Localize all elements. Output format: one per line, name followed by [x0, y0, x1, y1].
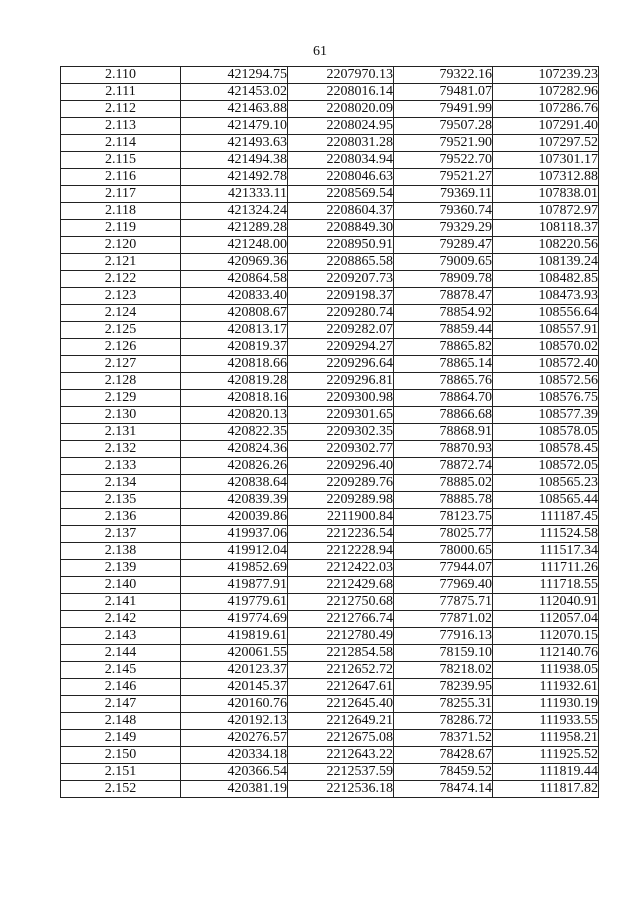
x-local-cell: 78255.31: [394, 696, 493, 713]
x-coordinate-cell: 421248.00: [181, 237, 288, 254]
table-row: [61, 577, 599, 594]
x-coordinate-cell: 420813.17: [181, 322, 288, 339]
x-local-cell: 78459.52: [394, 764, 493, 781]
x-local-cell: 79360.74: [394, 203, 493, 220]
y-coordinate-cell: 2208865.58: [288, 254, 394, 271]
y-coordinate-cell: 2209296.81: [288, 373, 394, 390]
x-local-cell: 78865.82: [394, 339, 493, 356]
x-coordinate-cell: 419852.69: [181, 560, 288, 577]
table-row: [61, 373, 599, 390]
x-local-cell: 79009.65: [394, 254, 493, 271]
point-id-cell: 2.150: [61, 747, 181, 764]
y-coordinate-cell: 2212675.08: [288, 730, 394, 747]
y-local-cell: 108556.64: [493, 305, 599, 322]
x-coordinate-cell: 420826.26: [181, 458, 288, 475]
x-local-cell: 78218.02: [394, 662, 493, 679]
table-row: [61, 594, 599, 611]
table-row: [61, 339, 599, 356]
y-coordinate-cell: 2209280.74: [288, 305, 394, 322]
y-coordinate-cell: 2209302.35: [288, 424, 394, 441]
y-local-cell: 111517.34: [493, 543, 599, 560]
y-coordinate-cell: 2211900.84: [288, 509, 394, 526]
table-row: [61, 645, 599, 662]
x-coordinate-cell: 420276.57: [181, 730, 288, 747]
y-coordinate-cell: 2212652.72: [288, 662, 394, 679]
point-id-cell: 2.140: [61, 577, 181, 594]
x-local-cell: 78371.52: [394, 730, 493, 747]
table-row: [61, 322, 599, 339]
x-coordinate-cell: 420808.67: [181, 305, 288, 322]
y-coordinate-cell: 2209207.73: [288, 271, 394, 288]
x-coordinate-cell: 420145.37: [181, 679, 288, 696]
point-id-cell: 2.124: [61, 305, 181, 322]
y-coordinate-cell: 2207970.13: [288, 67, 394, 84]
table-row: [61, 203, 599, 220]
y-coordinate-cell: 2209296.64: [288, 356, 394, 373]
y-local-cell: 108557.91: [493, 322, 599, 339]
point-id-cell: 2.149: [61, 730, 181, 747]
x-coordinate-cell: 419779.61: [181, 594, 288, 611]
y-local-cell: 108565.23: [493, 475, 599, 492]
y-coordinate-cell: 2208604.37: [288, 203, 394, 220]
y-coordinate-cell: 2208024.95: [288, 118, 394, 135]
x-local-cell: 77916.13: [394, 628, 493, 645]
x-coordinate-cell: 420192.13: [181, 713, 288, 730]
y-coordinate-cell: 2209296.40: [288, 458, 394, 475]
x-coordinate-cell: 420818.16: [181, 390, 288, 407]
y-local-cell: 111958.21: [493, 730, 599, 747]
y-local-cell: 111933.55: [493, 713, 599, 730]
table-row: [61, 560, 599, 577]
y-coordinate-cell: 2208034.94: [288, 152, 394, 169]
y-local-cell: 111938.05: [493, 662, 599, 679]
y-local-cell: 107291.40: [493, 118, 599, 135]
point-id-cell: 2.123: [61, 288, 181, 305]
x-local-cell: 78865.76: [394, 373, 493, 390]
y-coordinate-cell: 2208031.28: [288, 135, 394, 152]
point-id-cell: 2.138: [61, 543, 181, 560]
y-local-cell: 108473.93: [493, 288, 599, 305]
y-local-cell: 108572.40: [493, 356, 599, 373]
table-row: [61, 424, 599, 441]
y-local-cell: 111930.19: [493, 696, 599, 713]
y-local-cell: 112057.04: [493, 611, 599, 628]
x-local-cell: 79522.70: [394, 152, 493, 169]
y-coordinate-cell: 2209289.98: [288, 492, 394, 509]
y-local-cell: 112070.15: [493, 628, 599, 645]
y-local-cell: 111925.52: [493, 747, 599, 764]
y-local-cell: 107282.96: [493, 84, 599, 101]
table-row: [61, 67, 599, 84]
table-row: [61, 526, 599, 543]
y-coordinate-cell: 2209302.77: [288, 441, 394, 458]
x-local-cell: 79491.99: [394, 101, 493, 118]
x-coordinate-cell: 421492.78: [181, 169, 288, 186]
point-id-cell: 2.152: [61, 781, 181, 798]
point-id-cell: 2.114: [61, 135, 181, 152]
point-id-cell: 2.132: [61, 441, 181, 458]
point-id-cell: 2.135: [61, 492, 181, 509]
y-local-cell: 108577.39: [493, 407, 599, 424]
table-row: [61, 696, 599, 713]
y-local-cell: 111711.26: [493, 560, 599, 577]
coordinate-table: [60, 66, 599, 798]
y-local-cell: 111524.58: [493, 526, 599, 543]
x-local-cell: 78025.77: [394, 526, 493, 543]
table-row: [61, 679, 599, 696]
point-id-cell: 2.148: [61, 713, 181, 730]
table-row: [61, 152, 599, 169]
point-id-cell: 2.127: [61, 356, 181, 373]
x-coordinate-cell: 420969.36: [181, 254, 288, 271]
y-local-cell: 111817.82: [493, 781, 599, 798]
table-row: [61, 220, 599, 237]
y-local-cell: 107239.23: [493, 67, 599, 84]
point-id-cell: 2.130: [61, 407, 181, 424]
point-id-cell: 2.131: [61, 424, 181, 441]
x-local-cell: 78239.95: [394, 679, 493, 696]
table-row: [61, 441, 599, 458]
table-row: [61, 407, 599, 424]
point-id-cell: 2.122: [61, 271, 181, 288]
table-row: [61, 747, 599, 764]
point-id-cell: 2.136: [61, 509, 181, 526]
x-coordinate-cell: 420381.19: [181, 781, 288, 798]
y-coordinate-cell: 2212645.40: [288, 696, 394, 713]
x-coordinate-cell: 419774.69: [181, 611, 288, 628]
y-coordinate-cell: 2212766.74: [288, 611, 394, 628]
point-id-cell: 2.146: [61, 679, 181, 696]
x-coordinate-cell: 421333.11: [181, 186, 288, 203]
x-local-cell: 78286.72: [394, 713, 493, 730]
y-coordinate-cell: 2208849.30: [288, 220, 394, 237]
y-local-cell: 107872.97: [493, 203, 599, 220]
x-coordinate-cell: 420039.86: [181, 509, 288, 526]
y-coordinate-cell: 2208046.63: [288, 169, 394, 186]
table-row: [61, 288, 599, 305]
point-id-cell: 2.144: [61, 645, 181, 662]
table-row: [61, 492, 599, 509]
x-coordinate-cell: 420824.36: [181, 441, 288, 458]
y-coordinate-cell: 2208020.09: [288, 101, 394, 118]
y-coordinate-cell: 2208950.91: [288, 237, 394, 254]
y-local-cell: 108118.37: [493, 220, 599, 237]
table-row: [61, 662, 599, 679]
x-coordinate-cell: 421453.02: [181, 84, 288, 101]
point-id-cell: 2.141: [61, 594, 181, 611]
x-coordinate-cell: 420818.66: [181, 356, 288, 373]
table-row: [61, 458, 599, 475]
x-coordinate-cell: 421479.10: [181, 118, 288, 135]
x-coordinate-cell: 420864.58: [181, 271, 288, 288]
x-coordinate-cell: 420833.40: [181, 288, 288, 305]
table-row: [61, 628, 599, 645]
y-coordinate-cell: 2209294.27: [288, 339, 394, 356]
point-id-cell: 2.134: [61, 475, 181, 492]
table-row: [61, 305, 599, 322]
x-coordinate-cell: 420061.55: [181, 645, 288, 662]
x-coordinate-cell: 421493.63: [181, 135, 288, 152]
x-local-cell: 77875.71: [394, 594, 493, 611]
y-local-cell: 112140.76: [493, 645, 599, 662]
point-id-cell: 2.126: [61, 339, 181, 356]
x-local-cell: 78428.67: [394, 747, 493, 764]
y-local-cell: 107312.88: [493, 169, 599, 186]
y-local-cell: 108570.02: [493, 339, 599, 356]
x-local-cell: 79329.29: [394, 220, 493, 237]
table-row: [61, 271, 599, 288]
table-row: [61, 254, 599, 271]
x-coordinate-cell: 420334.18: [181, 747, 288, 764]
y-coordinate-cell: 2209301.65: [288, 407, 394, 424]
y-coordinate-cell: 2212429.68: [288, 577, 394, 594]
x-local-cell: 77871.02: [394, 611, 493, 628]
point-id-cell: 2.116: [61, 169, 181, 186]
x-local-cell: 79289.47: [394, 237, 493, 254]
x-local-cell: 79521.27: [394, 169, 493, 186]
x-local-cell: 78885.02: [394, 475, 493, 492]
y-coordinate-cell: 2208569.54: [288, 186, 394, 203]
x-local-cell: 78865.14: [394, 356, 493, 373]
y-local-cell: 108578.45: [493, 441, 599, 458]
x-local-cell: 77969.40: [394, 577, 493, 594]
table-row: [61, 390, 599, 407]
x-local-cell: 79322.16: [394, 67, 493, 84]
table-row: [61, 509, 599, 526]
x-coordinate-cell: 419912.04: [181, 543, 288, 560]
x-coordinate-cell: 420820.13: [181, 407, 288, 424]
point-id-cell: 2.120: [61, 237, 181, 254]
y-coordinate-cell: 2212750.68: [288, 594, 394, 611]
point-id-cell: 2.129: [61, 390, 181, 407]
point-id-cell: 2.115: [61, 152, 181, 169]
table-row: [61, 118, 599, 135]
point-id-cell: 2.117: [61, 186, 181, 203]
x-coordinate-cell: 420839.39: [181, 492, 288, 509]
x-coordinate-cell: 420366.54: [181, 764, 288, 781]
point-id-cell: 2.143: [61, 628, 181, 645]
x-local-cell: 78000.65: [394, 543, 493, 560]
point-id-cell: 2.121: [61, 254, 181, 271]
table-row: [61, 237, 599, 254]
y-local-cell: 111187.45: [493, 509, 599, 526]
point-id-cell: 2.125: [61, 322, 181, 339]
table-row: [61, 101, 599, 118]
point-id-cell: 2.111: [61, 84, 181, 101]
page-number: 61: [313, 44, 327, 59]
x-coordinate-cell: 420123.37: [181, 662, 288, 679]
y-local-cell: 108139.24: [493, 254, 599, 271]
y-coordinate-cell: 2209282.07: [288, 322, 394, 339]
table-row: [61, 169, 599, 186]
x-local-cell: 78123.75: [394, 509, 493, 526]
y-coordinate-cell: 2212854.58: [288, 645, 394, 662]
x-local-cell: 79507.28: [394, 118, 493, 135]
y-local-cell: 108572.56: [493, 373, 599, 390]
point-id-cell: 2.133: [61, 458, 181, 475]
table-row: [61, 713, 599, 730]
y-local-cell: 107297.52: [493, 135, 599, 152]
x-coordinate-cell: 420819.37: [181, 339, 288, 356]
y-coordinate-cell: 2212643.22: [288, 747, 394, 764]
x-local-cell: 78878.47: [394, 288, 493, 305]
y-local-cell: 111718.55: [493, 577, 599, 594]
point-id-cell: 2.113: [61, 118, 181, 135]
y-coordinate-cell: 2212422.03: [288, 560, 394, 577]
x-coordinate-cell: 420160.76: [181, 696, 288, 713]
point-id-cell: 2.151: [61, 764, 181, 781]
y-local-cell: 108565.44: [493, 492, 599, 509]
y-coordinate-cell: 2209289.76: [288, 475, 394, 492]
table-row: [61, 611, 599, 628]
table-row: [61, 84, 599, 101]
table-row: [61, 135, 599, 152]
x-coordinate-cell: 421324.24: [181, 203, 288, 220]
y-coordinate-cell: 2212647.61: [288, 679, 394, 696]
y-local-cell: 107838.01: [493, 186, 599, 203]
x-coordinate-cell: 420838.64: [181, 475, 288, 492]
x-local-cell: 78859.44: [394, 322, 493, 339]
x-coordinate-cell: 421463.88: [181, 101, 288, 118]
y-coordinate-cell: 2212536.18: [288, 781, 394, 798]
point-id-cell: 2.110: [61, 67, 181, 84]
y-local-cell: 108482.85: [493, 271, 599, 288]
x-coordinate-cell: 420822.35: [181, 424, 288, 441]
table-row: [61, 475, 599, 492]
x-local-cell: 78885.78: [394, 492, 493, 509]
x-local-cell: 78870.93: [394, 441, 493, 458]
x-coordinate-cell: 420819.28: [181, 373, 288, 390]
table-row: [61, 781, 599, 798]
point-id-cell: 2.128: [61, 373, 181, 390]
x-local-cell: 78854.92: [394, 305, 493, 322]
table-row: [61, 356, 599, 373]
x-coordinate-cell: 419877.91: [181, 577, 288, 594]
y-local-cell: 108576.75: [493, 390, 599, 407]
x-local-cell: 79481.07: [394, 84, 493, 101]
y-coordinate-cell: 2209300.98: [288, 390, 394, 407]
coordinate-table-body: [61, 67, 599, 798]
x-local-cell: 79369.11: [394, 186, 493, 203]
y-local-cell: 111819.44: [493, 764, 599, 781]
x-coordinate-cell: 421294.75: [181, 67, 288, 84]
y-coordinate-cell: 2212780.49: [288, 628, 394, 645]
x-coordinate-cell: 421289.28: [181, 220, 288, 237]
x-local-cell: 79521.90: [394, 135, 493, 152]
y-coordinate-cell: 2212537.59: [288, 764, 394, 781]
y-local-cell: 108572.05: [493, 458, 599, 475]
y-local-cell: 107301.17: [493, 152, 599, 169]
point-id-cell: 2.137: [61, 526, 181, 543]
y-local-cell: 112040.91: [493, 594, 599, 611]
x-local-cell: 78868.91: [394, 424, 493, 441]
x-local-cell: 78872.74: [394, 458, 493, 475]
y-coordinate-cell: 2212236.54: [288, 526, 394, 543]
y-coordinate-cell: 2209198.37: [288, 288, 394, 305]
table-row: [61, 543, 599, 560]
y-local-cell: 108220.56: [493, 237, 599, 254]
point-id-cell: 2.142: [61, 611, 181, 628]
point-id-cell: 2.147: [61, 696, 181, 713]
y-coordinate-cell: 2212228.94: [288, 543, 394, 560]
y-coordinate-cell: 2212649.21: [288, 713, 394, 730]
x-coordinate-cell: 421494.38: [181, 152, 288, 169]
point-id-cell: 2.145: [61, 662, 181, 679]
y-local-cell: 108578.05: [493, 424, 599, 441]
point-id-cell: 2.112: [61, 101, 181, 118]
table-row: [61, 764, 599, 781]
point-id-cell: 2.139: [61, 560, 181, 577]
point-id-cell: 2.118: [61, 203, 181, 220]
table-row: [61, 730, 599, 747]
y-coordinate-cell: 2208016.14: [288, 84, 394, 101]
x-local-cell: 78474.14: [394, 781, 493, 798]
x-coordinate-cell: 419819.61: [181, 628, 288, 645]
x-local-cell: 78864.70: [394, 390, 493, 407]
x-local-cell: 78159.10: [394, 645, 493, 662]
x-local-cell: 78909.78: [394, 271, 493, 288]
point-id-cell: 2.119: [61, 220, 181, 237]
y-local-cell: 111932.61: [493, 679, 599, 696]
y-local-cell: 107286.76: [493, 101, 599, 118]
x-coordinate-cell: 419937.06: [181, 526, 288, 543]
table-row: [61, 186, 599, 203]
x-local-cell: 77944.07: [394, 560, 493, 577]
x-local-cell: 78866.68: [394, 407, 493, 424]
